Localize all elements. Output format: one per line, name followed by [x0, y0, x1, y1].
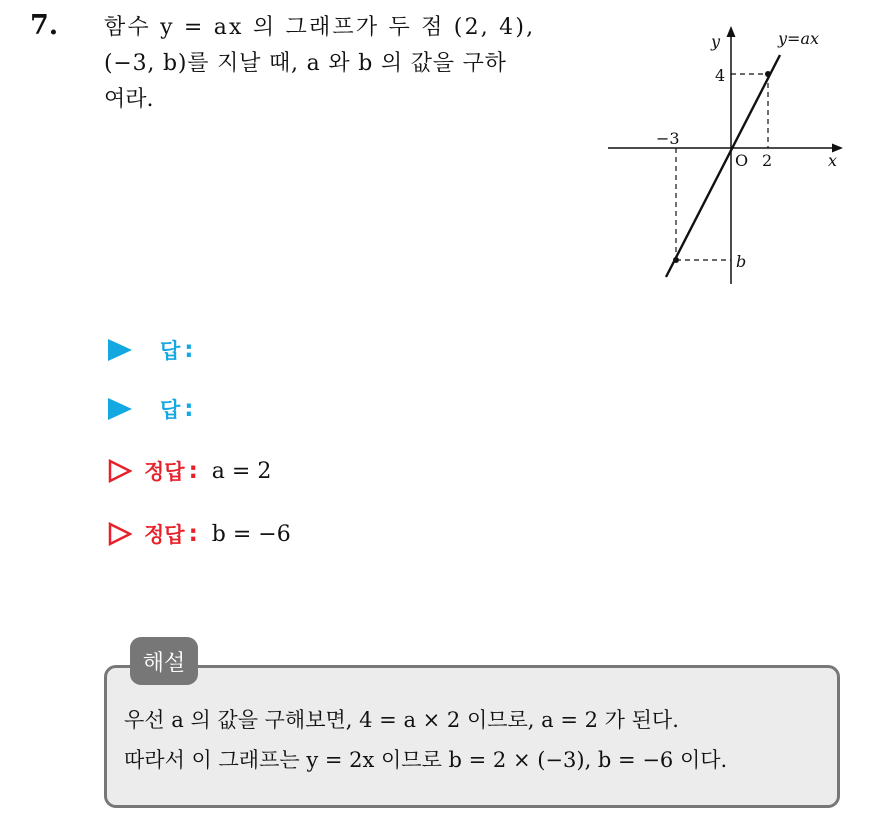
- correct-answer-row-1: [108, 455, 271, 487]
- point-m3-b: [673, 257, 679, 263]
- answer-label: 답: [160, 339, 181, 363]
- correct-answer-colon: :: [188, 458, 198, 484]
- question-text: [104, 10, 584, 118]
- solution-line-1: 우선 a 의 값을 구해보면, 4 = a × 2 이므로, a = 2 가 된다.: [124, 708, 679, 732]
- origin-label: O: [735, 151, 749, 170]
- answer-row-1: [108, 334, 208, 366]
- answer-row-2: [108, 393, 208, 425]
- play-triangle-icon: [108, 339, 132, 361]
- answer-colon: :: [184, 337, 194, 363]
- correct-answer-value-a: a = 2: [211, 458, 272, 484]
- solution-line-2: 따라서 이 그래프는 y = 2x 이므로 b = 2 × (−3), b = −6 이다.: [124, 748, 728, 772]
- play-triangle-icon: [108, 398, 132, 420]
- outline-triangle-icon: [108, 459, 132, 483]
- y-axis-label: y: [711, 32, 721, 51]
- question-line-3: 여라.: [104, 87, 154, 112]
- correct-answer-row-2: [108, 518, 291, 550]
- correct-answer-label: 정답: [144, 460, 185, 484]
- correct-answer-label: 정답: [144, 523, 185, 547]
- y-axis-arrow-icon: [727, 26, 736, 37]
- question-line-1: 함수 y = ax 의 그래프가 두 점 (2, 4),: [104, 15, 536, 40]
- x-tick-minus-3: −3: [656, 129, 680, 148]
- graph-figure: [600, 20, 855, 290]
- solution-text: [124, 700, 727, 780]
- answer-colon: :: [184, 396, 194, 422]
- x-tick-2: 2: [762, 151, 773, 170]
- y-tick-4: 4: [715, 66, 726, 85]
- solution-tag: 해설: [130, 637, 198, 685]
- correct-answer-value-b: b = −6: [211, 521, 291, 547]
- point-2-4: [765, 71, 771, 77]
- question-number: 7.: [30, 10, 59, 41]
- y-tick-b: b: [736, 252, 747, 271]
- function-label: y=ax: [778, 29, 820, 48]
- x-axis-label: x: [828, 151, 838, 170]
- outline-triangle-icon: [108, 522, 132, 546]
- question-line-2: (−3, b)를 지날 때, a 와 b 의 값을 구하: [104, 51, 507, 76]
- correct-answer-colon: :: [188, 521, 198, 547]
- answer-label: 답: [160, 398, 181, 422]
